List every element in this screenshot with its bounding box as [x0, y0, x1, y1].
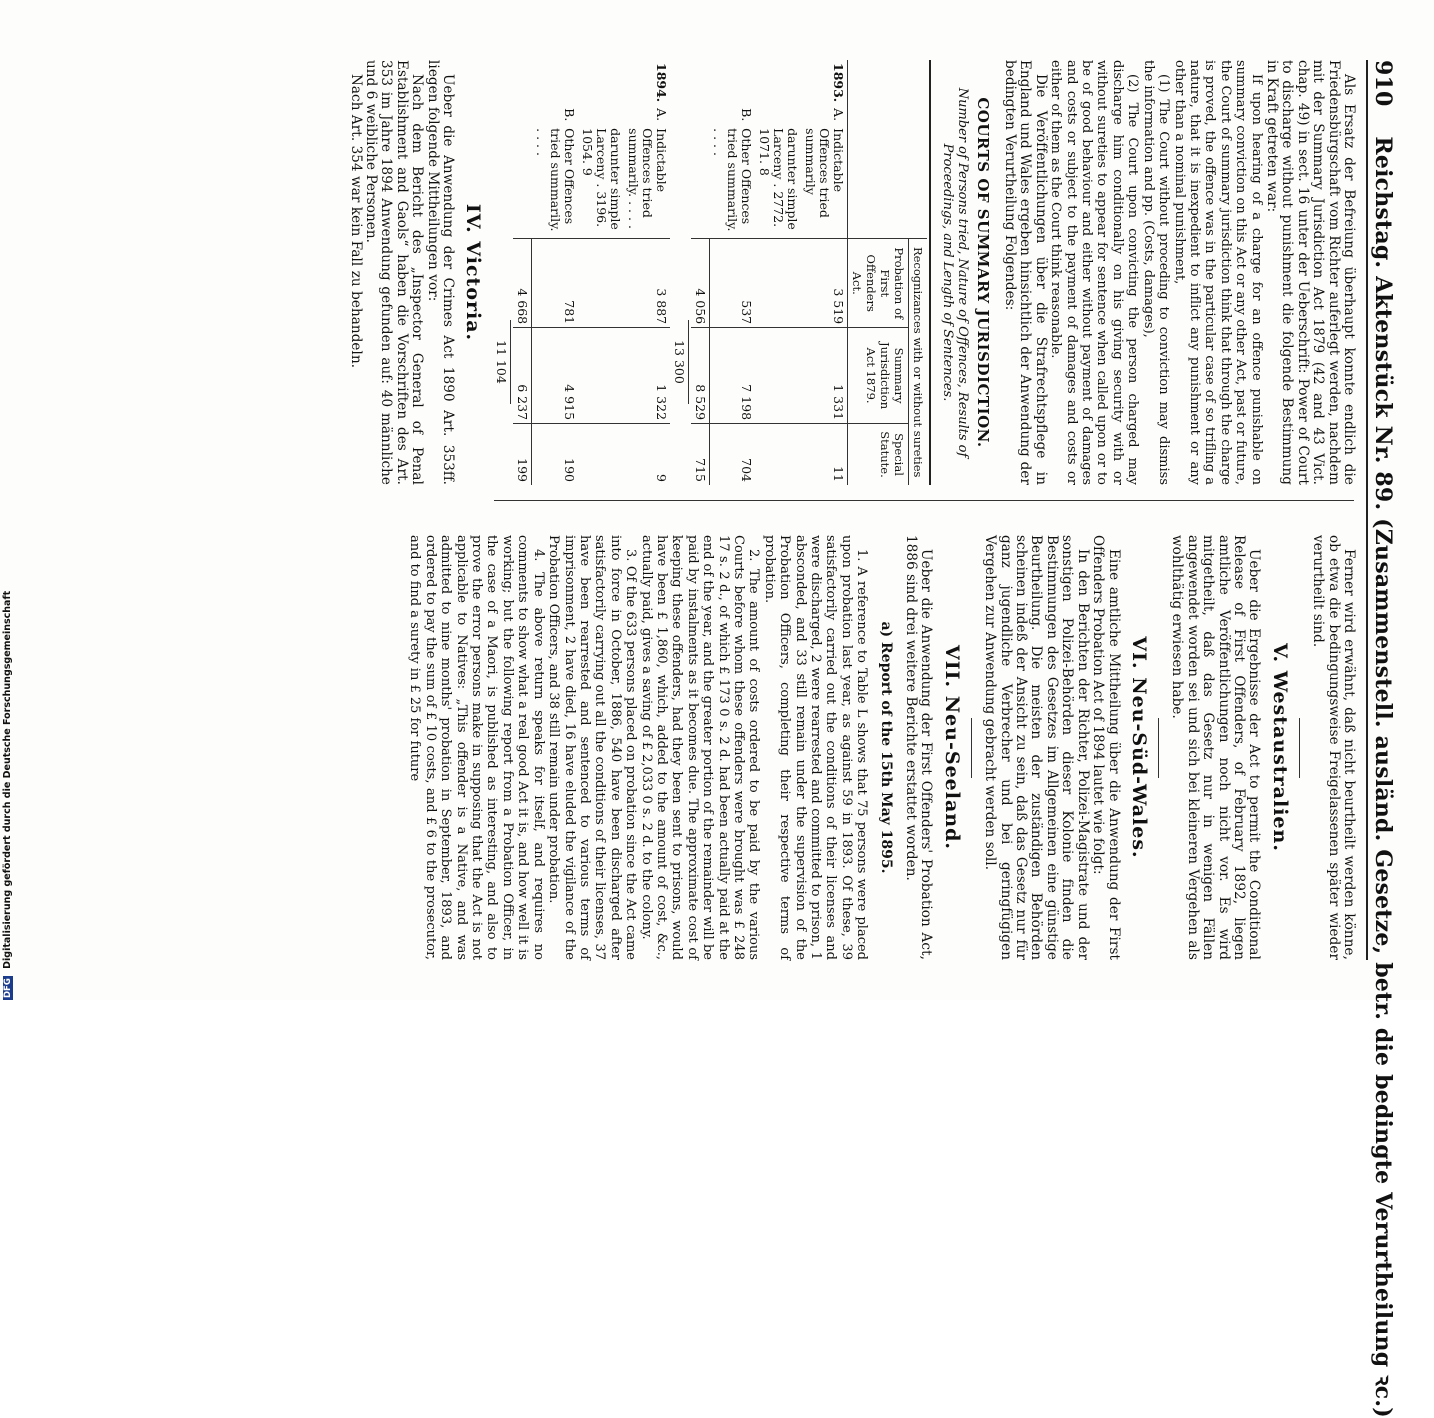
separator-rule [1299, 718, 1300, 778]
table-row [709, 60, 755, 485]
subtotal-row [513, 60, 532, 485]
page-header [1369, 60, 1399, 1418]
section-heading: V. Westaustralien. [1268, 643, 1291, 852]
total-value: 11 104 [494, 320, 511, 404]
total-row [492, 60, 513, 485]
total-row [670, 60, 691, 485]
table-row [801, 60, 848, 485]
paragraph: (2) The Court upon convicting the person charged may discharge him conditionally on his giving security with or without sureties to appear for sentence when called upon or to be of good behaviour and either without payment of damages and costs or subject to the payment of damages and costs or either of them as the Court think reasonable. [1048, 60, 1141, 485]
paragraph: 4. The above return speaks for itself, and requires no comments to show what a real good Act it is, and how well it is working; but the following report from a Probation Officer, in the case of a Maori, is published as interesting, and also to prove the error persons make in supposing that the Act is not applicable to Natives: „This offender is a Native, and was admitted to nine months' probation in September, 1893, and ordered to pay the sum of £ 10 costs, and £ 6 to the prosecutor, and to find a surety in £ 25 for future [407, 535, 546, 960]
section-heading: VI. Neu-Süd-Wales. [1127, 636, 1150, 859]
value-cell: 9 [624, 424, 670, 485]
value-cell: 715 [691, 424, 710, 485]
statistics-table [492, 60, 927, 485]
value-cell: 4 056 [691, 239, 710, 328]
paragraph: 2. The amount of costs ordered to be paid by the various Courts before whom these offenders were brought was £ 248 17 s. 2 d., of which £ 173 0 s. 2 d. had been actually paid at the end of the year, and the greater portion of the remainder will be paid by instalments as it becomes due. The approximate cost of keeping these offenders, had they been sent to prisons, would have been £ 1,860, which, added to the amount of cost, &c., actually paid, gives a saving of £ 2,033 0 s. 2 d. to the colony. [638, 535, 762, 960]
column-divider [494, 500, 1354, 501]
row-description: Other Offences tried summarily. . . . . [533, 128, 577, 232]
section-heading: IV. Victoria. [462, 203, 485, 342]
paragraph: 1. A reference to Table L shows that 75 persons were placed upon probation last year, as against 59 in 1893. Of these, 39 satisfactorily carried out the conditions of their licenses and were discharged, 2 were rearrested and committed to prison, 1 absconded, and 33 still remain under the supervision of the Probation Officers, completing their respective terms of probation. [761, 535, 870, 960]
row-description: Indictable Offences tried summarily. . . . . [625, 128, 669, 229]
right-column [407, 535, 1356, 960]
paragraph: Nach dem Bericht des „Inspector General of Penal Establishment and Gaols“ haben die Vorschriften des Art. 353 im Jahre 1894 Anwendung gefunden auf: 40 männliche und 6 weibliche Personen. [363, 60, 426, 485]
value-cell: 704 [709, 424, 755, 485]
paragraph: Ferner wird erwähnt, daß nicht beurtheilt werden könne, ob etwa die bedingungsweise Freigelassenen später wieder verurtheilt sind. [1310, 535, 1357, 960]
paragraph: (1) The Court without proceding to conviction may dismiss the information and pp. (Costs, damages), [1140, 60, 1172, 485]
table-top-rule [929, 60, 931, 485]
value-cell: 3 887 [624, 239, 670, 328]
column-header: Probation of First Offenders Act. [848, 239, 909, 328]
year-cell: 1894. [653, 63, 669, 103]
header-rule [1366, 60, 1368, 960]
table-row [624, 60, 670, 485]
column-header: Summary Jurisdiction Act 1879. [848, 328, 909, 424]
paragraph: In den Berichten der Richter, Polizei-Magistrate und der sonstigen Polizei-Behörden dieser Kolonie finden die Bestimmungen des Gesetzes im Allgemeinen eine günstige Beurtheilung. Die meisten der zuständigen Behörden scheinen indeß der Ansicht zu sein, daß das Gesetz nur für ganz jugendliche Verbrecher und bei geringfügigen Vergehen zur Anwendung gebracht werden soll. [982, 535, 1091, 960]
paragraph: Ueber die Ergebnisse der Act to permit the Conditional Release of First Offenders, of February 1892, liegen amtliche Veröffentlichungen noch nicht vor. Es wird mitgetheilt, daß das Gesetz nur in wenigen Fällen angewendet worden sei und sich bei kleineren Vergehen als wohlthätig erwiesen habe. [1169, 535, 1263, 960]
table-subtitle: Number of Persons tried, Nature of Offences, Results of Proceedings, and Length of Sentences. [939, 87, 971, 458]
report-heading: a) Report of the 15th May 1895. [877, 621, 894, 874]
table-row [532, 60, 578, 485]
separator-rule [1158, 718, 1159, 778]
paragraph: 3. Of the 633 persons placed on probation since the Act came into force in October, 1886, 540 have been discharged after satisfactorily carrying out all the conditions of their licenses, 37 have been rearrested and sentenced to various terms of imprisonment, 2 have died, 16 have eluded the vigilance of the Probation Officers, and 38 still remain under probation. [546, 535, 639, 960]
column-header: Special Statute. [848, 424, 909, 485]
value-cell: 190 [532, 424, 578, 485]
table-group-header: Recognizances with or without sureties [909, 239, 928, 485]
value-cell: 1 331 [801, 328, 848, 424]
page-number: 910 [1370, 60, 1396, 107]
row-label: A. [831, 108, 847, 122]
total-value: 13 300 [672, 320, 689, 404]
table-title: COURTS OF SUMMARY JURISDICTION. [973, 97, 992, 448]
year-cell: 1893. [831, 63, 847, 103]
paragraph: Ueber die Anwendung der First Offenders' Probation Act, 1886 sind drei weitere Berichte erstattet worden. [903, 535, 935, 960]
value-cell: 7 198 [709, 328, 755, 424]
table-row [755, 60, 801, 485]
table-row [578, 60, 624, 485]
value-cell: 781 [532, 239, 578, 328]
value-cell: 11 [801, 424, 848, 485]
paragraph: Ueber die Anwendung der Crimes Act 1890 Art. 353ff. liegen folgende Mittheilungen vor: [424, 60, 457, 485]
row-description: Indictable Offences tried summarily [803, 128, 847, 218]
left-column [347, 60, 1356, 485]
value-cell: 537 [709, 239, 755, 328]
row-description: darunter simple Larceny . 2772. 1071. 8 [757, 128, 801, 230]
subtotal-row [691, 60, 710, 485]
paragraph: Nach Art. 354 war kein Fall zu behandeln. [347, 74, 364, 369]
paragraph: Die Veröffentlichungen über die Strafrechtspflege in England und Wales ergeben hinsichtlich der Anwendung der bedingten Verurtheilung Folgendes: [1002, 60, 1049, 485]
row-label: A. [653, 108, 669, 122]
running-title: Reichstag. Aktenstück Nr. 89. (Zusammenstell. ausländ. Gesetze, betr. die bedingte Verurtheilung ꝛc.) [1370, 136, 1396, 1418]
value-cell: 6 237 [513, 328, 532, 424]
value-cell: 1 322 [624, 328, 670, 424]
separator-rule [971, 718, 972, 778]
table-corner [848, 60, 928, 239]
dfg-logo: DFG [3, 978, 13, 998]
value-cell: 3 519 [801, 239, 848, 328]
row-description: Other Offences tried summarily. . . . . [711, 128, 755, 232]
credit-text: Digitalisierung gefördert durch die Deutsche Forschungsgemeinschaft [2, 590, 13, 969]
value-cell: 4 915 [532, 328, 578, 424]
value-cell: 8 529 [691, 328, 710, 424]
value-cell: 199 [513, 424, 532, 485]
digitization-credit [2, 590, 16, 1000]
row-label: B. [739, 108, 755, 122]
row-label: B. [561, 108, 577, 122]
section-heading: VII. Neu-Seeland. [940, 644, 963, 851]
paragraph: Eine amtliche Mittheilung über die Anwendung der First Offenders Probation Act of 1894 lautet wie folgt: [1090, 535, 1122, 960]
value-cell: 4 668 [513, 239, 532, 328]
paragraph: If upon hearing of a charge for an offence punishable on summary conviction on this Act or any other Act, past or future, the Court of summary jurisdiction think that through the charge is proved, the offence was in the particular case of so trifling a nature, that it is inexpedient to inflict any punishment or any other than a nominal punishment, [1171, 60, 1264, 485]
row-description: darunter simple Larceny . 3196. 1054. 9 [579, 128, 623, 230]
paragraph: Als Ersatz der Befreiung überhaupt konnte endlich die Friedensbürgschaft vom Richter auferlegt werden, nachdem mit der Summary Jurisdiction Act 1879 (42 and 43 Vict. chap. 49) in sect. 16 unter der Ueberschrift: Power of Court to discharge without punishment die folgende Bestimmung in Kraft getreten war: [1263, 60, 1357, 485]
